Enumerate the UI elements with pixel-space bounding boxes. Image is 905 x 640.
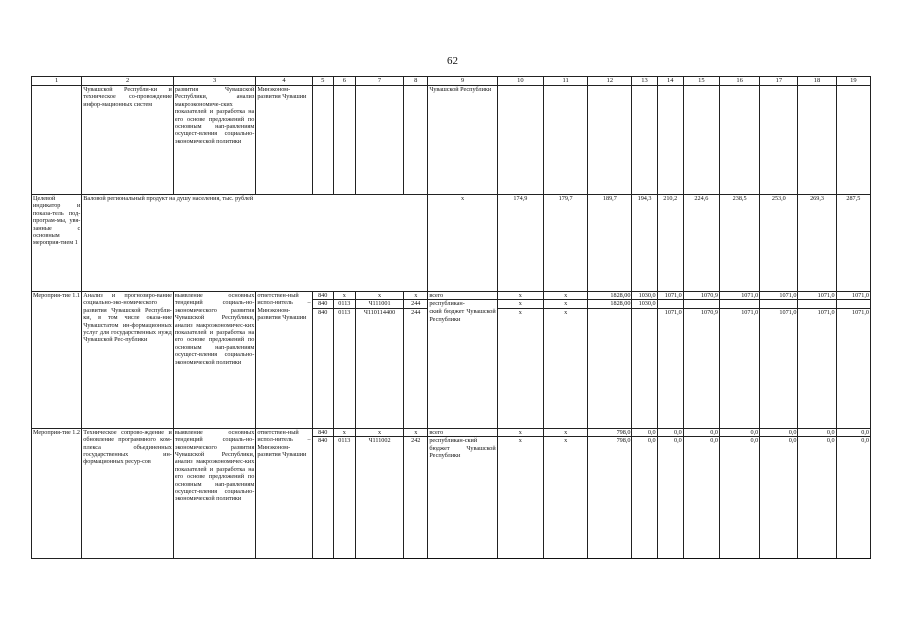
carry-source-text: Чувашской Республики <box>428 86 497 195</box>
expense-group: х <box>404 292 428 300</box>
target-value: 253,0 <box>760 195 798 292</box>
page-number: 62 <box>447 55 458 67</box>
value-cell: 1071,0 <box>760 308 798 428</box>
value-cell: 0,0 <box>657 437 683 559</box>
carry-result-text: развития Чувашской Республики, анализ макроэкономиче-ских показателей и разработка на его основе предложений по основным нап-равлениям осущест-вления социально-экономической политики <box>173 86 255 195</box>
grbs-code: 840 <box>312 300 333 308</box>
value-cell: 1070,9 <box>683 292 719 300</box>
carry-activity-text: Чувашской Республи-ки и техническое со-провождение инфор-мационных систем <box>82 86 174 195</box>
value-cell: х <box>497 308 543 428</box>
target-article: х <box>355 428 403 436</box>
expense-group: 242 <box>404 437 428 559</box>
value-cell: х <box>497 428 543 436</box>
cell <box>333 86 355 195</box>
cell <box>497 86 543 195</box>
value-cell: х <box>497 437 543 559</box>
target-value: 210,2 <box>657 195 683 292</box>
program-table <box>31 76 871 559</box>
col-header: 1 <box>32 77 82 86</box>
measure-1-1-row-total <box>32 292 871 300</box>
value-cell: 0,0 <box>632 428 657 436</box>
value-cell: 0,0 <box>836 428 870 436</box>
funding-source: ский бюджет Чувашской Республики <box>428 308 497 428</box>
value-cell: 1828,00 <box>588 300 632 308</box>
cell <box>683 86 719 195</box>
cell <box>632 86 657 195</box>
col-header: 14 <box>657 77 683 86</box>
value-cell <box>798 300 836 308</box>
section-code: 0113 <box>333 308 355 428</box>
funding-source: республикан-ский бюджет Чувашской Республики <box>428 437 497 559</box>
value-cell: х <box>543 308 587 428</box>
col-header: 4 <box>256 77 312 86</box>
col-header: 2 <box>82 77 174 86</box>
value-cell: х <box>543 300 587 308</box>
cell <box>404 86 428 195</box>
section-code: х <box>333 292 355 300</box>
value-cell <box>760 300 798 308</box>
value-cell: 0,0 <box>760 437 798 559</box>
cell <box>543 86 587 195</box>
target-value: 174,9 <box>497 195 543 292</box>
value-cell: 0,0 <box>632 437 657 559</box>
measure-1-1-executor: ответствен-ный испол-нитель – Минэконом-развития Чувашии <box>256 292 312 429</box>
target-article: Ч111001 <box>355 300 403 308</box>
value-cell <box>836 300 870 308</box>
expense-group: 244 <box>404 300 428 308</box>
value-cell <box>719 300 759 308</box>
col-header: 13 <box>632 77 657 86</box>
col-header: 12 <box>588 77 632 86</box>
cell <box>719 86 759 195</box>
section-code: х <box>333 428 355 436</box>
target-article: х <box>355 292 403 300</box>
value-cell: 0,0 <box>657 428 683 436</box>
measure-1-2-label: Мероприя-тие 1.2 <box>32 428 82 558</box>
value-cell: 0,0 <box>719 437 759 559</box>
value-cell: 0,0 <box>719 428 759 436</box>
cell <box>798 86 836 195</box>
measure-1-2-executor: ответствен-ный испол-нитель – Минэконом-развития Чувашии <box>256 428 312 558</box>
grbs-code: 840 <box>312 428 333 436</box>
target-value: 194,3 <box>632 195 657 292</box>
col-header: 17 <box>760 77 798 86</box>
col-header: 7 <box>355 77 403 86</box>
target-indicator-text: Валовой региональный продукт на душу населения, тыс. рублей <box>82 195 428 292</box>
col-header: 11 <box>543 77 587 86</box>
measure-1-1-activity: Анализ и прогнозиро-вание социально-эко-номического развития Чувашской Республи-ки, в том числе оказа-ние Чувашстатом ин-формационных услуг для государственных нужд Чувашской Рес-публики <box>82 292 174 429</box>
col-header: 15 <box>683 77 719 86</box>
measure-1-1-label: Мероприя-тие 1.1 <box>32 292 82 429</box>
value-cell: 1071,0 <box>836 308 870 428</box>
col-header: 19 <box>836 77 870 86</box>
col-header: 3 <box>173 77 255 86</box>
value-cell: 1071,0 <box>798 292 836 300</box>
section-code: 0113 <box>333 300 355 308</box>
cell <box>657 86 683 195</box>
value-cell: х <box>543 292 587 300</box>
target-value: 269,3 <box>798 195 836 292</box>
col-header: 18 <box>798 77 836 86</box>
value-cell: 1030,0 <box>632 300 657 308</box>
value-cell: 0,0 <box>798 437 836 559</box>
value-cell: 1071,0 <box>760 292 798 300</box>
value-cell: 798,0 <box>588 437 632 559</box>
value-cell: 1070,9 <box>683 308 719 428</box>
funding-source: республикан- <box>428 300 497 308</box>
value-cell: 1071,0 <box>719 308 759 428</box>
value-cell: 1071,0 <box>798 308 836 428</box>
expense-group: 244 <box>404 308 428 428</box>
target-indicator-row <box>32 195 871 292</box>
target-value: 238,5 <box>719 195 759 292</box>
value-cell: 1071,0 <box>719 292 759 300</box>
column-number-row <box>32 77 871 86</box>
grbs-code: 840 <box>312 437 333 559</box>
target-article: Ч110114400 <box>355 308 403 428</box>
cell <box>588 86 632 195</box>
col-header: 9 <box>428 77 497 86</box>
value-cell: 0,0 <box>760 428 798 436</box>
col-header: 16 <box>719 77 759 86</box>
value-cell: 0,0 <box>683 428 719 436</box>
value-cell: 798,0 <box>588 428 632 436</box>
carry-executor-text: Минэконом-развития Чувашии <box>256 86 312 195</box>
value-cell: х <box>497 292 543 300</box>
cell <box>355 86 403 195</box>
cell <box>32 86 82 195</box>
value-cell: 1071,0 <box>836 292 870 300</box>
col-header: 8 <box>404 77 428 86</box>
value-cell: 1828,00 <box>588 292 632 300</box>
value-cell: 1071,0 <box>657 308 683 428</box>
measure-1-2-result: выявление основных тенденций социаль-но-экономического развития Чувашской Республики, анализ макроэкономичес-ких показателей и разработка на его основе предложений по основным нап-равлениям осущест-вления социально-экономической политики <box>173 428 255 558</box>
target-value: 287,5 <box>836 195 870 292</box>
funding-source: всего <box>428 428 497 436</box>
col-header: 10 <box>497 77 543 86</box>
value-cell: х <box>543 437 587 559</box>
grbs-code: 840 <box>312 308 333 428</box>
target-value: 189,7 <box>588 195 632 292</box>
target-value: 224,6 <box>683 195 719 292</box>
expense-group: х <box>404 428 428 436</box>
col-header: 6 <box>333 77 355 86</box>
value-cell: 0,0 <box>798 428 836 436</box>
value-cell: 0,0 <box>836 437 870 559</box>
target-value: 179,7 <box>543 195 587 292</box>
cell <box>312 86 333 195</box>
target-source: х <box>428 195 497 292</box>
measure-1-1-result: выявление основных тенденций социаль-но-экономического развития Чувашской Республики, анализ макроэкономичес-ких показателей и разработка на его основе предложений по основным нап-равлениям осущест-вления социально-экономической политики <box>173 292 255 429</box>
section-code: 0113 <box>333 437 355 559</box>
value-cell <box>683 300 719 308</box>
value-cell: х <box>497 300 543 308</box>
grbs-code: 840 <box>312 292 333 300</box>
value-cell: 1071,0 <box>657 292 683 300</box>
measure-1-2-activity: Техническое сопрово-ждение и обновление программного ком-плекса объединенных государственных ин-формационных ресур-сов <box>82 428 174 558</box>
cell <box>836 86 870 195</box>
col-header: 5 <box>312 77 333 86</box>
target-label: Целевой индикатор и показа-тель под-програм-мы, увя-занные с основным мероприя-тием 1 <box>32 195 82 292</box>
cell <box>760 86 798 195</box>
funding-source: всего <box>428 292 497 300</box>
value-cell <box>657 300 683 308</box>
value-cell: х <box>543 428 587 436</box>
value-cell: 1030,0 <box>632 292 657 300</box>
value-cell <box>588 308 632 428</box>
value-cell <box>632 308 657 428</box>
measure-1-2-row-total <box>32 428 871 436</box>
target-article: Ч111002 <box>355 437 403 559</box>
value-cell: 0,0 <box>683 437 719 559</box>
carryover-row <box>32 86 871 195</box>
